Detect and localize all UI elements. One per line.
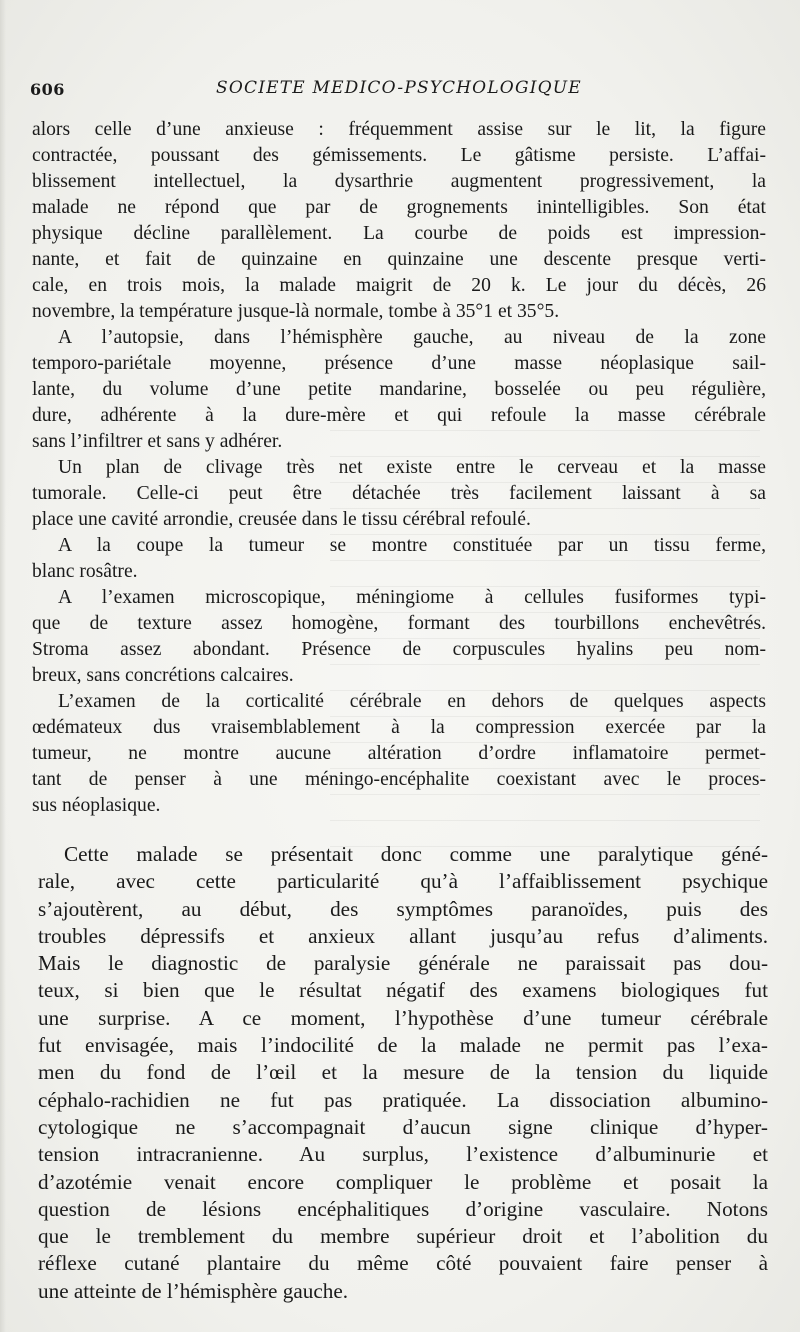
text-line: fut envisagée, mais l’indocilité de la malade ne permit pas l’exa- (38, 1033, 768, 1058)
text-line: malade ne répond que par de grognements inintelligibles. Son état (32, 197, 766, 218)
text-line: Un plan de clivage très net existe entre le cerveau et la masse (58, 457, 766, 478)
text-line: blissement intellectuel, la dysarthrie augmentent progressivement, la (32, 171, 766, 192)
text-line: Mais le diagnostic de paralysie générale ne paraissait pas dou- (38, 951, 768, 976)
text-line: une atteinte de l’hémisphère gauche. (38, 1278, 349, 1303)
text-line: que le tremblement du membre supérieur droit et l’abolition du (38, 1224, 768, 1249)
text-line: cytologique ne s’accompagnait d’aucun signe clinique d’hyper- (38, 1114, 768, 1139)
text-line: céphalo-rachidien ne fut pas pratiquée. La dissociation albumino- (38, 1087, 768, 1112)
text-line: L’examen de la corticalité cérébrale en dehors de quelques aspects (58, 691, 766, 712)
text-line: que de texture assez homogène, formant des tourbillons enchevêtrés. (32, 613, 766, 634)
text-line: cale, en trois mois, la malade maigrit de 20 k. Le jour du décès, 26 (32, 275, 766, 296)
text-line: tumeur, ne montre aucune altération d’ordre inflamatoire permet- (32, 743, 766, 764)
text-line: tant de penser à une méningo-encéphalite coexistant avec le proces- (32, 769, 766, 790)
text-line: breux, sans concrétions calcaires. (32, 665, 294, 686)
text-line: nante, et fait de quinzaine en quinzaine une descente presque verti- (32, 249, 766, 270)
page-header (30, 76, 770, 106)
text-line: question de lésions encéphalitiques d’origine vasculaire. Notons (38, 1196, 768, 1221)
text-line: contractée, poussant des gémissements. Le gâtisme persiste. L’affai- (32, 145, 766, 166)
text-line: temporo-pariétale moyenne, présence d’une masse néoplasique sail- (32, 353, 766, 374)
page-number: 606 (30, 80, 65, 99)
text-line: A l’examen microscopique, méningiome à cellules fusiformes typi- (58, 587, 766, 608)
text-line: sans l’infiltrer et sans y adhérer. (32, 431, 283, 452)
text-line: physique décline parallèlement. La courbe de poids est impression- (32, 223, 766, 244)
case-report-paragraphs (32, 117, 766, 819)
text-line: œdémateux dus vraisemblablement à la compression exercée par la (32, 717, 766, 738)
text-line: teux, si bien que le résultat négatif des examens biologiques fut (38, 978, 768, 1003)
text-line: A la coupe la tumeur se montre constituée par un tissu ferme, (58, 535, 766, 556)
page-edge-shadow (0, 0, 6, 1332)
text-line: rale, avec cette particularité qu’à l’affaiblissement psychique (38, 869, 768, 894)
text-line: réflexe cutané plantaire du même côté pouvaient faire penser à (38, 1251, 768, 1276)
text-line: alors celle d’une anxieuse : fréquemment assise sur le lit, la figure (32, 119, 766, 140)
text-line: sus néoplasique. (32, 795, 161, 816)
discussion-paragraph (38, 841, 768, 1305)
text-line: Cette malade se présentait donc comme une paralytique géné- (64, 842, 768, 866)
text-line: une surprise. A ce moment, l’hypothèse d’une tumeur cérébrale (38, 1005, 768, 1030)
text-line: novembre, la température jusque-là normale, tombe à 35°1 et 35°5. (32, 301, 560, 322)
text-line: Stroma assez abondant. Présence de corpuscules hyalins peu nom- (32, 639, 766, 660)
text-line: tumorale. Celle-ci peut être détachée très facilement laissant à sa (32, 483, 766, 504)
text-line: blanc rosâtre. (32, 561, 138, 582)
text-line: dure, adhérente à la dure-mère et qui refoule la masse cérébrale (32, 405, 766, 426)
text-line: s’ajoutèrent, au début, des symptômes paranoïdes, puis des (38, 896, 768, 921)
text-line: d’azotémie venait encore compliquer le problème et posait la (38, 1169, 768, 1194)
text-line: troubles dépressifs et anxieux allant jusqu’au refus d’aliments. (38, 923, 768, 948)
text-line: tension intracranienne. Au surplus, l’existence d’albuminurie et (38, 1142, 768, 1167)
text-line: place une cavité arrondie, creusée dans le tissu cérébral refoulé. (32, 509, 531, 530)
text-line: A l’autopsie, dans l’hémisphère gauche, au niveau de la zone (58, 327, 766, 348)
text-line: lante, du volume d’une petite mandarine, bosselée ou peu régulière, (32, 379, 766, 400)
text-line: men du fond de l’œil et la mesure de la tension du liquide (38, 1060, 768, 1085)
running-head: SOCIETE MEDICO-PSYCHOLOGIQUE (216, 78, 582, 98)
